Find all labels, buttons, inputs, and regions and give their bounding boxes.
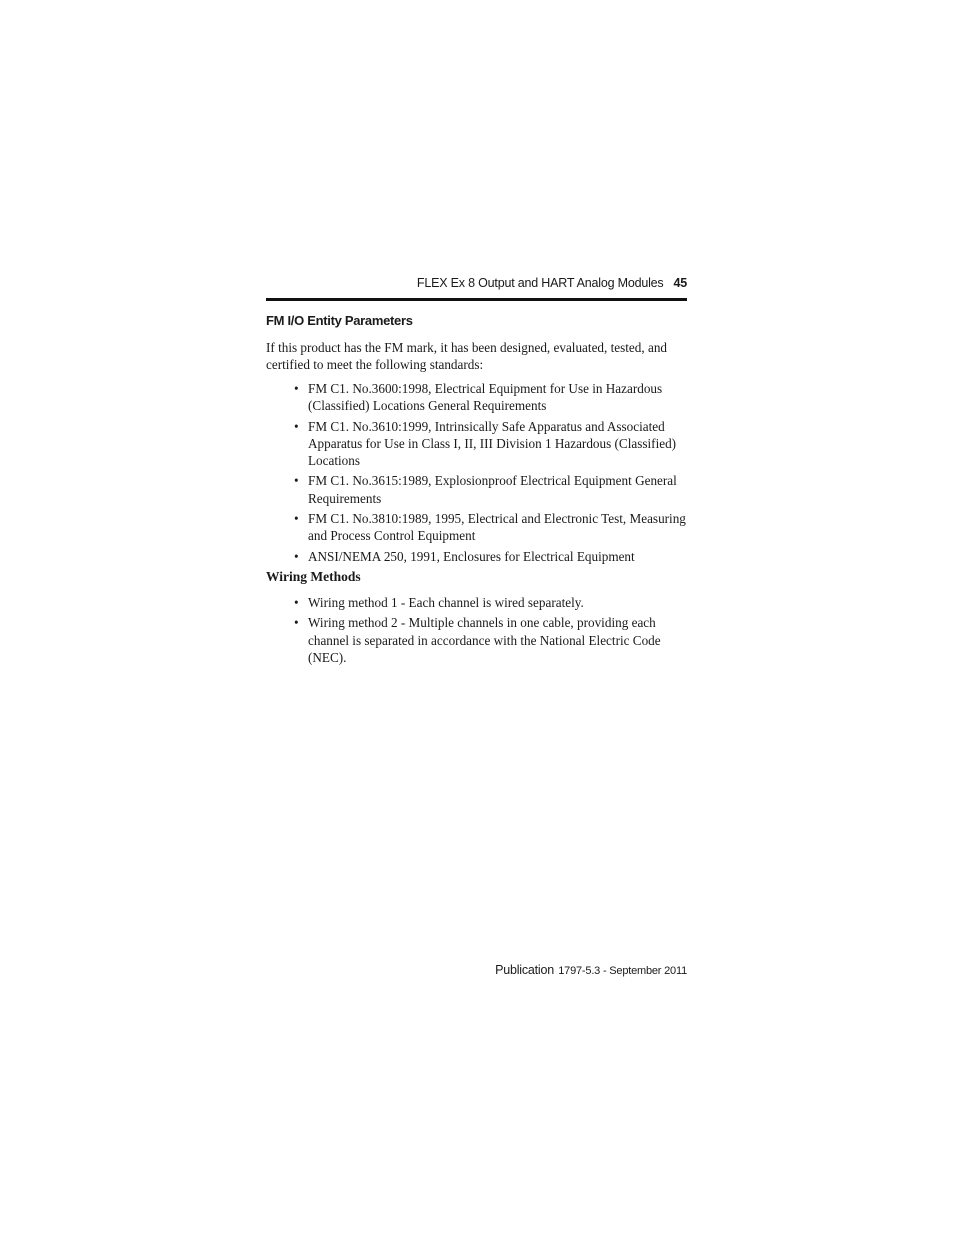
bullet-icon: •	[294, 511, 299, 527]
list-item	[266, 418, 691, 470]
list-item-text: FM C1. No.3610:1999, Intrinsically Safe Apparatus and Associated Apparatus for Use in Class I, II, III Division 1 Hazardous (Classified) Locations	[308, 418, 677, 469]
list-item-text: Wiring method 2 - Multiple channels in one cable, providing each channel is separated in accordance with the National Electric Code (NEC).	[308, 615, 661, 665]
list-item	[266, 614, 691, 666]
bullet-icon: •	[294, 473, 299, 489]
bullet-icon: •	[294, 418, 299, 434]
wiring-methods-heading: Wiring Methods	[266, 569, 361, 584]
list-item-text: Wiring method 1 - Each channel is wired separately.	[308, 595, 584, 610]
list-item-text: FM C1. No.3600:1998, Electrical Equipment for Use in Hazardous (Classified) Locations General Requirements	[308, 381, 663, 414]
publication-label: Publication	[495, 963, 555, 977]
list-item	[266, 594, 691, 611]
list-item-text: FM C1. No.3810:1989, 1995, Electrical and Electronic Test, Measuring and Process Control Equipment	[308, 511, 686, 544]
list-item-text: FM C1. No.3615:1989, Explosionproof Electrical Equipment General Requirements	[308, 473, 677, 506]
page-number: 45	[673, 276, 687, 290]
wiring-methods-list	[266, 594, 691, 669]
list-item	[266, 380, 691, 415]
standards-list	[266, 380, 691, 568]
running-header	[266, 276, 687, 294]
list-item	[266, 548, 691, 565]
list-item	[266, 472, 691, 507]
bullet-icon: •	[294, 548, 299, 564]
list-item-text: ANSI/NEMA 250, 1991, Enclosures for Electrical Equipment	[308, 548, 635, 564]
header-rule	[266, 298, 687, 301]
bullet-icon: •	[294, 615, 299, 631]
publication-footer	[266, 961, 687, 979]
header-title: FLEX Ex 8 Output and HART Analog Modules	[416, 276, 664, 290]
intro-paragraph: If this product has the FM mark, it has been designed, evaluated, tested, and certified to meet the following standards:	[266, 340, 668, 373]
bullet-icon: •	[294, 381, 299, 396]
list-item	[266, 510, 691, 545]
section-heading: FM I/O Entity Parameters	[266, 313, 413, 328]
publication-detail: 1797-5.3 - September 2011	[558, 965, 687, 977]
bullet-icon: •	[294, 595, 299, 610]
